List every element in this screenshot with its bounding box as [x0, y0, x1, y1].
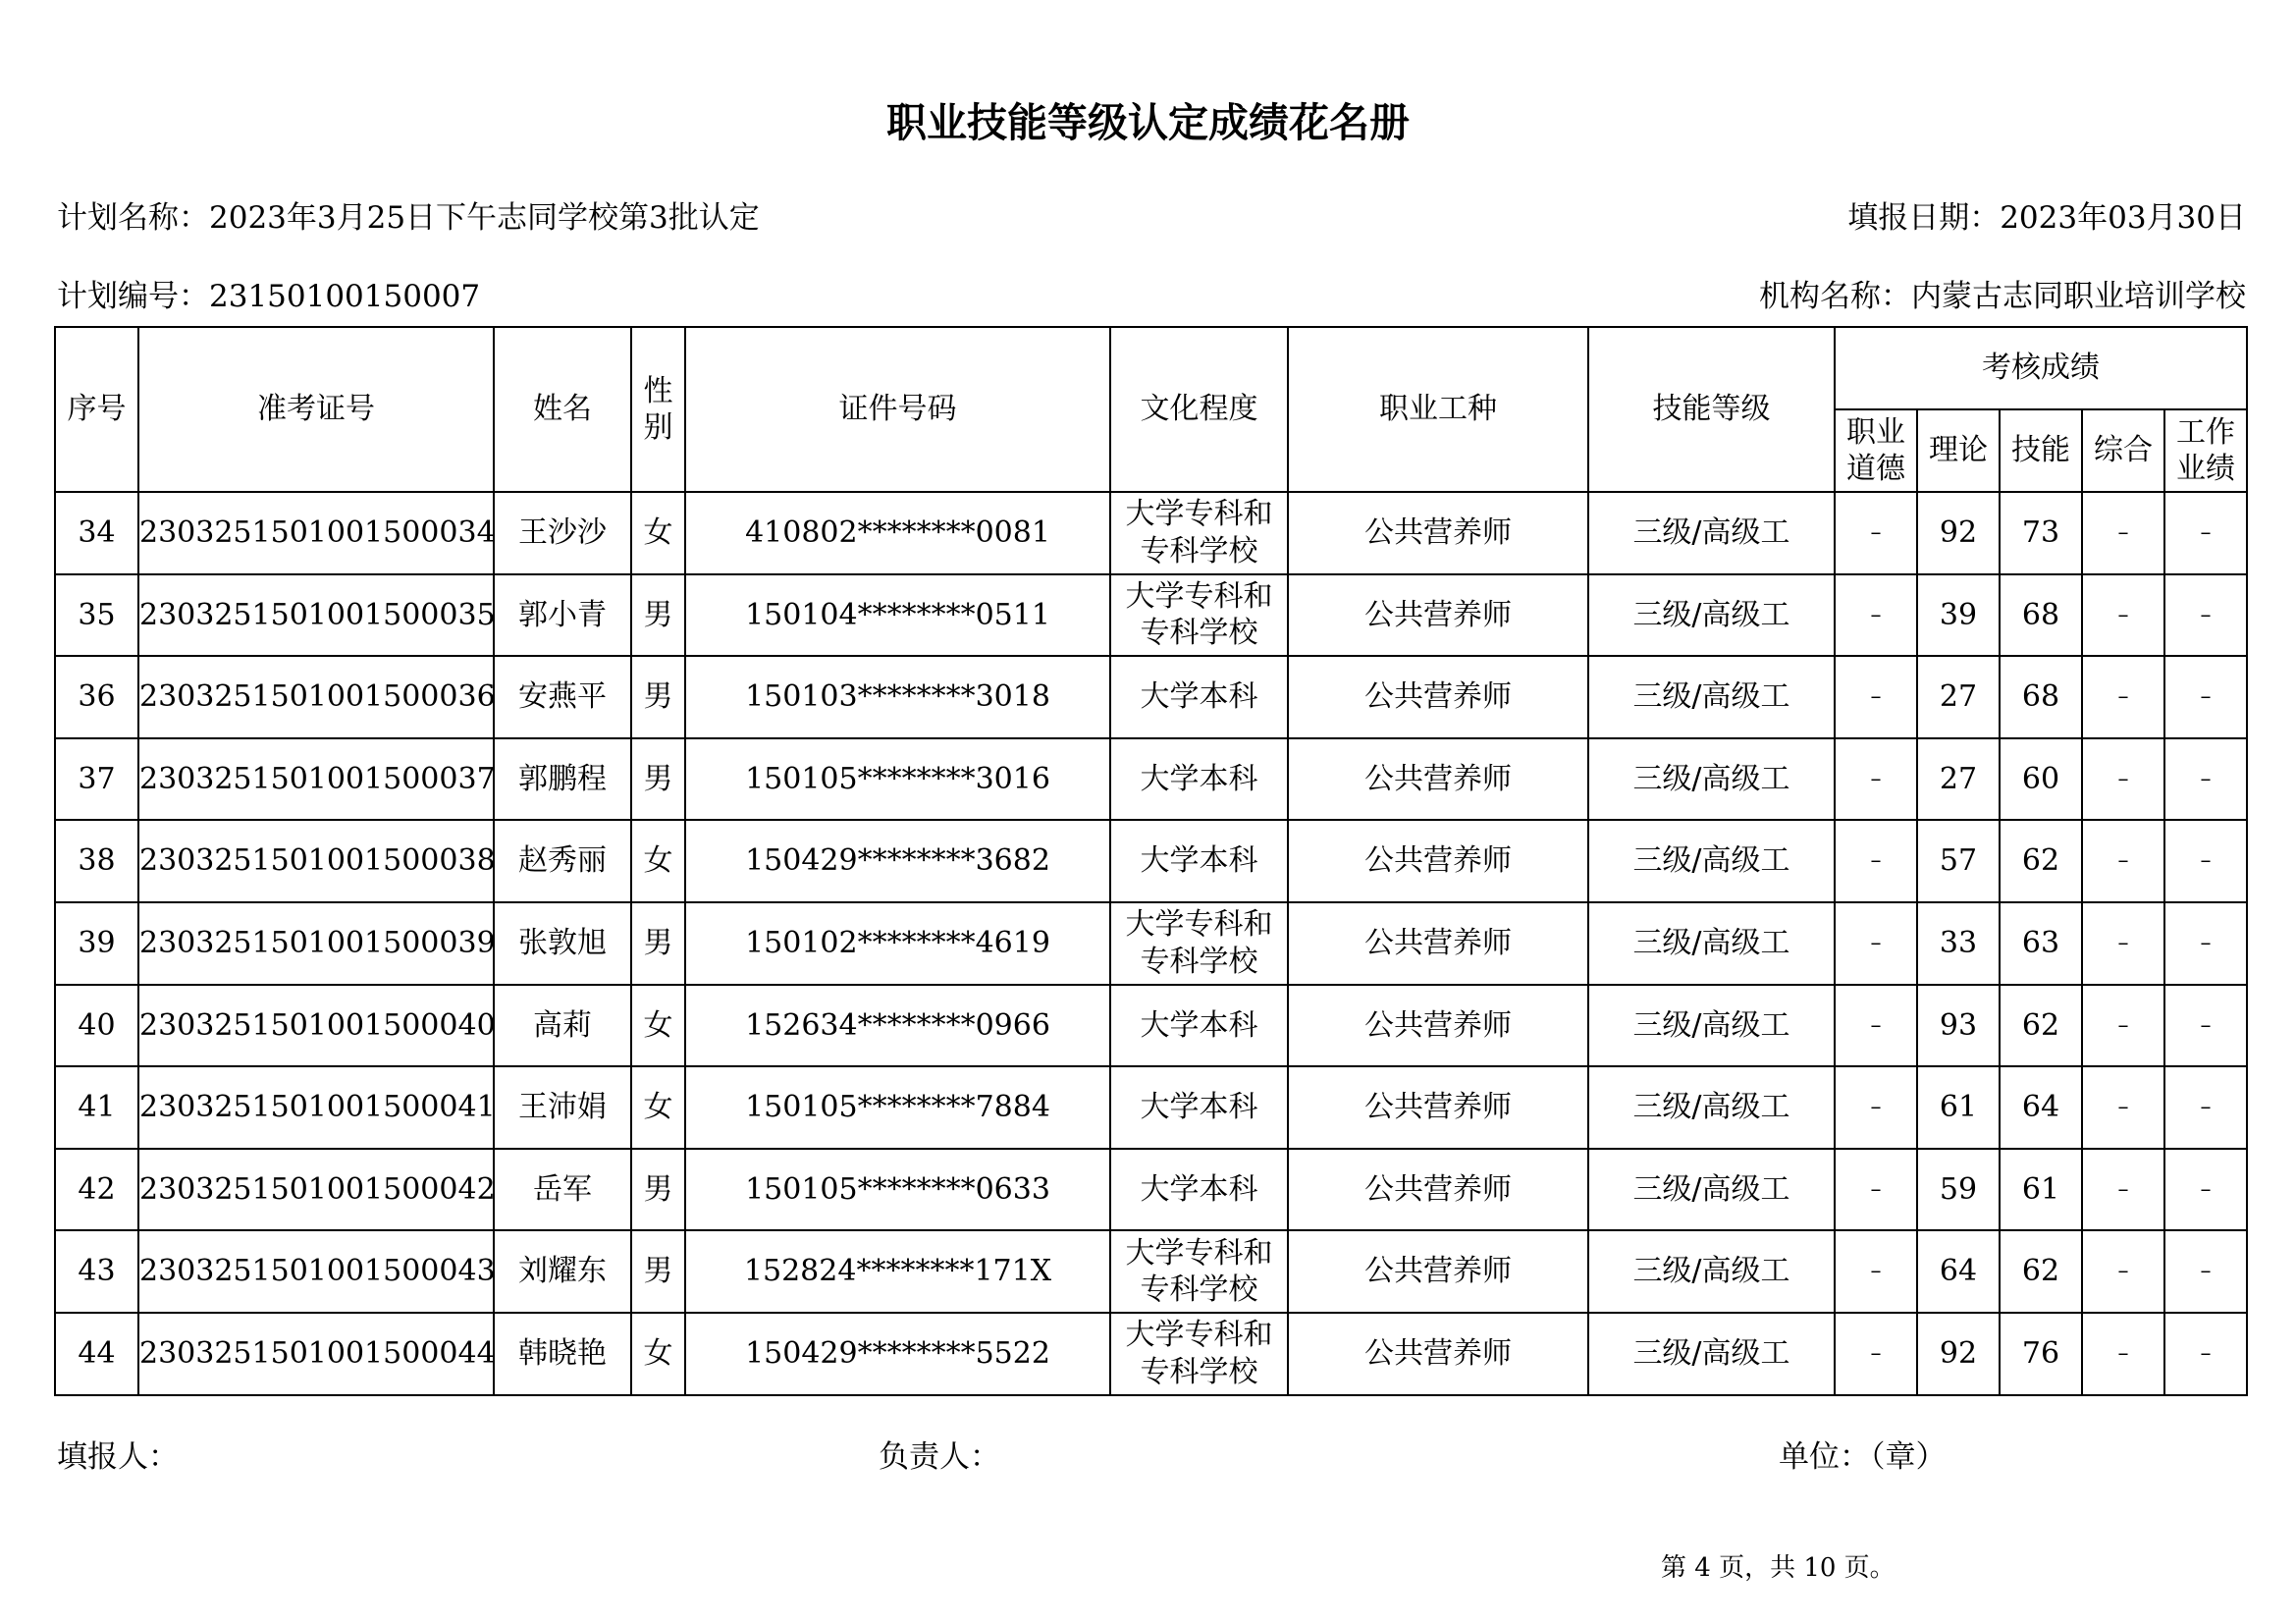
cell-gender: 女: [631, 985, 685, 1067]
cell-occupation: 公共营养师: [1288, 1230, 1588, 1313]
cell-id-number: 150105********3016: [685, 738, 1110, 821]
education-text: 大学专科和专科学校: [1125, 578, 1273, 651]
cell-id-number: 152634********0966: [685, 985, 1110, 1067]
cell-id-number: 150429********5522: [685, 1313, 1110, 1395]
cell-seq: 44: [55, 1313, 138, 1395]
header-id: 证件号码: [685, 327, 1110, 492]
cell-ticket: 2303251501001500044: [138, 1313, 494, 1395]
cell-gender: 男: [631, 902, 685, 985]
cell-name: 郭小青: [494, 574, 631, 657]
cell-work-score: –: [2164, 1230, 2247, 1313]
cell-work-score: –: [2164, 985, 2247, 1067]
cell-composite-score: –: [2082, 738, 2164, 821]
cell-seq: 34: [55, 492, 138, 574]
cell-occupation: 公共营养师: [1288, 1149, 1588, 1231]
cell-work-score: –: [2164, 1149, 2247, 1231]
filler-label: 填报人：: [57, 1439, 179, 1475]
education-text: 大学本科: [1140, 843, 1258, 879]
cell-education: [1110, 1149, 1288, 1231]
cell-name: 高莉: [494, 985, 631, 1067]
cell-id-number: 150104********0511: [685, 574, 1110, 657]
cell-composite-score: –: [2082, 985, 2164, 1067]
education-text: 大学本科: [1140, 1090, 1258, 1125]
cell-occupation: 公共营养师: [1288, 820, 1588, 902]
header-seq: 序号: [55, 327, 138, 492]
cell-ticket: 2303251501001500037: [138, 738, 494, 821]
cell-skill-score: 62: [2000, 820, 2082, 902]
cell-gender: 女: [631, 820, 685, 902]
cell-theory-score: 27: [1917, 656, 2000, 738]
table-row: [55, 1066, 2247, 1149]
cell-skill-score: 73: [2000, 492, 2082, 574]
cell-gender: 女: [631, 1066, 685, 1149]
cell-skill-score: 62: [2000, 1230, 2082, 1313]
cell-work-score: –: [2164, 656, 2247, 738]
cell-skill-score: 76: [2000, 1313, 2082, 1395]
cell-work-score: –: [2164, 1313, 2247, 1395]
cell-ticket: 2303251501001500043: [138, 1230, 494, 1313]
cell-level: 三级/高级工: [1588, 1149, 1835, 1231]
header-composite: 综合: [2082, 409, 2164, 492]
cell-education: [1110, 985, 1288, 1067]
cell-ethics-score: –: [1835, 492, 1917, 574]
header-ticket: 准考证号: [138, 327, 494, 492]
table-row: [55, 902, 2247, 985]
education-text: 大学本科: [1140, 1007, 1258, 1043]
header-name: 姓名: [494, 327, 631, 492]
cell-seq: 43: [55, 1230, 138, 1313]
cell-work-score: –: [2164, 1066, 2247, 1149]
cell-ticket: 2303251501001500035: [138, 574, 494, 657]
cell-skill-score: 64: [2000, 1066, 2082, 1149]
cell-ethics-score: –: [1835, 820, 1917, 902]
cell-skill-score: 60: [2000, 738, 2082, 821]
document-title: 职业技能等级认定成绩花名册: [886, 99, 1410, 146]
cell-id-number: 410802********0081: [685, 492, 1110, 574]
header-ethics: [1835, 409, 1917, 492]
cell-education: [1110, 1230, 1288, 1313]
education-text: 大学专科和专科学校: [1125, 1318, 1273, 1389]
cell-level: 三级/高级工: [1588, 1066, 1835, 1149]
header-education: 文化程度: [1110, 327, 1288, 492]
cell-name: 张敦旭: [494, 902, 631, 985]
cell-composite-score: –: [2082, 902, 2164, 985]
cell-ticket: 2303251501001500036: [138, 656, 494, 738]
cell-seq: 37: [55, 738, 138, 821]
cell-gender: 男: [631, 1149, 685, 1231]
table-row: [55, 656, 2247, 738]
cell-occupation: 公共营养师: [1288, 985, 1588, 1067]
cell-name: 赵秀丽: [494, 820, 631, 902]
cell-composite-score: –: [2082, 574, 2164, 657]
unit-seal-label: 单位：（章）: [1779, 1439, 1947, 1475]
cell-level: 三级/高级工: [1588, 492, 1835, 574]
cell-education: [1110, 902, 1288, 985]
table-row: [55, 738, 2247, 821]
table-row: [55, 1149, 2247, 1231]
cell-gender: 男: [631, 1230, 685, 1313]
cell-education: [1110, 1313, 1288, 1395]
header-gender-label: 性别: [643, 373, 673, 445]
cell-seq: 35: [55, 574, 138, 657]
header-level: 技能等级: [1588, 327, 1835, 492]
header-occupation: 职业工种: [1288, 327, 1588, 492]
cell-ticket: 2303251501001500041: [138, 1066, 494, 1149]
cell-gender: 女: [631, 492, 685, 574]
cell-occupation: 公共营养师: [1288, 574, 1588, 657]
education-text: 大学专科和专科学校: [1125, 907, 1273, 979]
page-number: 第 4 页，共 10 页。: [1661, 1553, 1896, 1583]
header-ethics-label: 职业道德: [1846, 414, 1905, 486]
cell-seq: 39: [55, 902, 138, 985]
cell-name: 王沙沙: [494, 492, 631, 574]
cell-level: 三级/高级工: [1588, 1230, 1835, 1313]
cell-theory-score: 92: [1917, 1313, 2000, 1395]
table-row: [55, 820, 2247, 902]
cell-name: 岳军: [494, 1149, 631, 1231]
header-scores: 考核成绩: [1835, 327, 2247, 409]
cell-seq: 41: [55, 1066, 138, 1149]
cell-level: 三级/高级工: [1588, 738, 1835, 821]
cell-gender: 男: [631, 738, 685, 821]
score-roster-table: [54, 326, 2248, 1396]
report-date: 填报日期：2023年03月30日: [1847, 200, 2246, 236]
cell-gender: 女: [631, 1313, 685, 1395]
cell-level: 三级/高级工: [1588, 985, 1835, 1067]
cell-composite-score: –: [2082, 1230, 2164, 1313]
cell-ethics-score: –: [1835, 574, 1917, 657]
cell-name: 刘耀东: [494, 1230, 631, 1313]
cell-work-score: –: [2164, 902, 2247, 985]
table-row: [55, 574, 2247, 657]
cell-theory-score: 39: [1917, 574, 2000, 657]
header-skill: 技能: [2000, 409, 2082, 492]
cell-seq: 36: [55, 656, 138, 738]
cell-occupation: 公共营养师: [1288, 1313, 1588, 1395]
cell-gender: 男: [631, 656, 685, 738]
cell-education: [1110, 820, 1288, 902]
cell-education: [1110, 1066, 1288, 1149]
cell-composite-score: –: [2082, 656, 2164, 738]
cell-ethics-score: –: [1835, 656, 1917, 738]
cell-theory-score: 33: [1917, 902, 2000, 985]
cell-name: 王沛娟: [494, 1066, 631, 1149]
cell-composite-score: –: [2082, 1066, 2164, 1149]
education-text: 大学本科: [1140, 679, 1258, 715]
plan-name: 计划名称：2023年3月25日下午志同学校第3批认定: [57, 200, 760, 236]
cell-ethics-score: –: [1835, 1149, 1917, 1231]
cell-ticket: 2303251501001500038: [138, 820, 494, 902]
cell-ethics-score: –: [1835, 1066, 1917, 1149]
cell-composite-score: –: [2082, 1149, 2164, 1231]
cell-skill-score: 68: [2000, 574, 2082, 657]
cell-education: [1110, 492, 1288, 574]
cell-seq: 42: [55, 1149, 138, 1231]
cell-id-number: 150102********4619: [685, 902, 1110, 985]
cell-composite-score: –: [2082, 492, 2164, 574]
table-row: [55, 1313, 2247, 1395]
cell-ticket: 2303251501001500039: [138, 902, 494, 985]
cell-level: 三级/高级工: [1588, 820, 1835, 902]
cell-ethics-score: –: [1835, 738, 1917, 821]
cell-ethics-score: –: [1835, 902, 1917, 985]
cell-ticket: 2303251501001500040: [138, 985, 494, 1067]
header-work: [2164, 409, 2247, 492]
cell-work-score: –: [2164, 738, 2247, 821]
cell-composite-score: –: [2082, 820, 2164, 902]
cell-seq: 38: [55, 820, 138, 902]
cell-id-number: 150105********0633: [685, 1149, 1110, 1231]
cell-gender: 男: [631, 574, 685, 657]
cell-seq: 40: [55, 985, 138, 1067]
cell-id-number: 152824********171X: [685, 1230, 1110, 1313]
table-row: [55, 492, 2247, 574]
cell-id-number: 150429********3682: [685, 820, 1110, 902]
org-name: 机构名称：内蒙古志同职业培训学校: [1759, 279, 2246, 314]
header-work-label: 工作业绩: [2176, 414, 2236, 486]
education-text: 大学专科和专科学校: [1125, 497, 1273, 568]
plan-code: 计划编号：23150100150007: [57, 279, 481, 314]
responsible-label: 负责人：: [879, 1439, 1000, 1475]
cell-occupation: 公共营养师: [1288, 738, 1588, 821]
table-header: [55, 327, 2247, 492]
header-gender: [631, 327, 685, 492]
cell-name: 安燕平: [494, 656, 631, 738]
cell-id-number: 150103********3018: [685, 656, 1110, 738]
cell-ethics-score: –: [1835, 1230, 1917, 1313]
education-text: 大学本科: [1140, 1171, 1258, 1207]
cell-education: [1110, 656, 1288, 738]
education-text: 大学专科和专科学校: [1125, 1235, 1273, 1308]
cell-work-score: –: [2164, 492, 2247, 574]
cell-skill-score: 63: [2000, 902, 2082, 985]
cell-theory-score: 59: [1917, 1149, 2000, 1231]
cell-theory-score: 27: [1917, 738, 2000, 821]
cell-education: [1110, 738, 1288, 821]
cell-theory-score: 93: [1917, 985, 2000, 1067]
cell-level: 三级/高级工: [1588, 656, 1835, 738]
cell-level: 三级/高级工: [1588, 574, 1835, 657]
cell-ethics-score: –: [1835, 1313, 1917, 1395]
cell-ticket: 2303251501001500034: [138, 492, 494, 574]
cell-ticket: 2303251501001500042: [138, 1149, 494, 1231]
cell-occupation: 公共营养师: [1288, 656, 1588, 738]
cell-education: [1110, 574, 1288, 657]
cell-theory-score: 64: [1917, 1230, 2000, 1313]
cell-id-number: 150105********7884: [685, 1066, 1110, 1149]
cell-occupation: 公共营养师: [1288, 492, 1588, 574]
table-row: [55, 1230, 2247, 1313]
cell-theory-score: 92: [1917, 492, 2000, 574]
cell-name: 韩晓艳: [494, 1313, 631, 1395]
cell-ethics-score: –: [1835, 985, 1917, 1067]
cell-skill-score: 61: [2000, 1149, 2082, 1231]
cell-occupation: 公共营养师: [1288, 1066, 1588, 1149]
cell-theory-score: 57: [1917, 820, 2000, 902]
table-body: [55, 492, 2247, 1395]
cell-skill-score: 68: [2000, 656, 2082, 738]
cell-name: 郭鹏程: [494, 738, 631, 821]
cell-level: 三级/高级工: [1588, 1313, 1835, 1395]
table-row: [55, 985, 2247, 1067]
cell-work-score: –: [2164, 574, 2247, 657]
header-theory: 理论: [1917, 409, 2000, 492]
cell-composite-score: –: [2082, 1313, 2164, 1395]
cell-level: 三级/高级工: [1588, 902, 1835, 985]
cell-occupation: 公共营养师: [1288, 902, 1588, 985]
cell-work-score: –: [2164, 820, 2247, 902]
cell-theory-score: 61: [1917, 1066, 2000, 1149]
education-text: 大学本科: [1140, 761, 1258, 796]
cell-skill-score: 62: [2000, 985, 2082, 1067]
